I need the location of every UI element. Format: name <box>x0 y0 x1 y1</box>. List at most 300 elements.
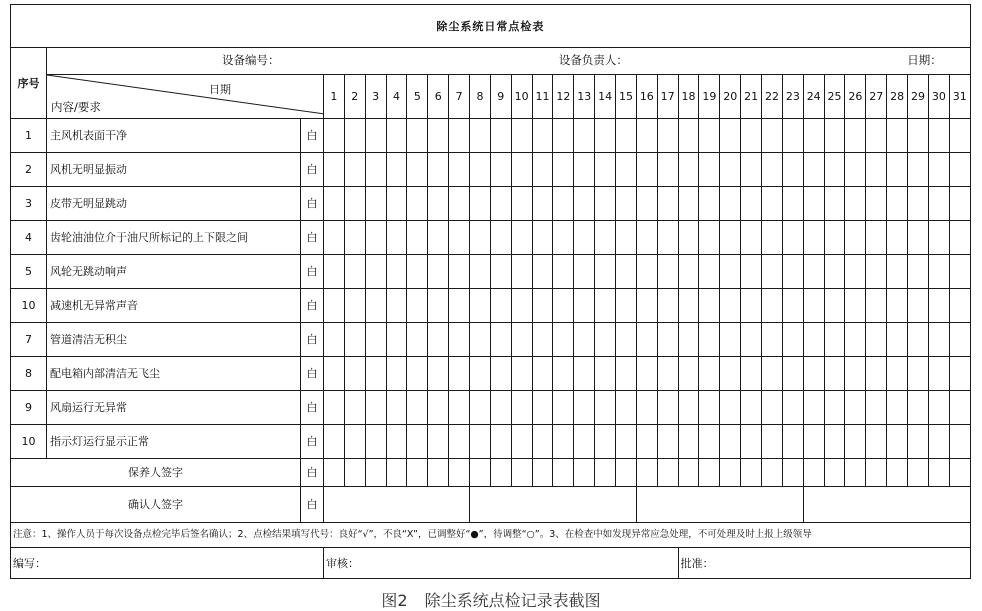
check-cell[interactable] <box>908 119 929 153</box>
signature-cell[interactable] <box>470 459 491 487</box>
check-cell[interactable] <box>386 255 407 289</box>
check-cell[interactable] <box>324 119 345 153</box>
signature-cell[interactable] <box>720 459 741 487</box>
check-cell[interactable] <box>699 221 720 255</box>
check-cell[interactable] <box>782 221 803 255</box>
check-cell[interactable] <box>407 323 428 357</box>
check-cell[interactable] <box>616 357 637 391</box>
check-cell[interactable] <box>824 289 845 323</box>
check-cell[interactable] <box>490 221 511 255</box>
check-cell[interactable] <box>553 119 574 153</box>
check-cell[interactable] <box>741 119 762 153</box>
check-cell[interactable] <box>616 391 637 425</box>
check-cell[interactable] <box>762 323 783 357</box>
check-cell[interactable] <box>741 255 762 289</box>
check-cell[interactable] <box>574 289 595 323</box>
check-cell[interactable] <box>344 391 365 425</box>
check-cell[interactable] <box>866 119 887 153</box>
check-cell[interactable] <box>928 221 949 255</box>
check-cell[interactable] <box>928 391 949 425</box>
check-cell[interactable] <box>428 221 449 255</box>
date-field[interactable]: 日期： <box>907 53 942 68</box>
check-cell[interactable] <box>532 391 553 425</box>
check-cell[interactable] <box>365 153 386 187</box>
check-cell[interactable] <box>866 289 887 323</box>
check-cell[interactable] <box>949 221 970 255</box>
signature-cell[interactable] <box>928 459 949 487</box>
check-cell[interactable] <box>344 119 365 153</box>
check-cell[interactable] <box>887 391 908 425</box>
check-cell[interactable] <box>595 255 616 289</box>
signature-cell[interactable] <box>949 459 970 487</box>
check-cell[interactable] <box>574 391 595 425</box>
check-cell[interactable] <box>490 153 511 187</box>
check-cell[interactable] <box>699 323 720 357</box>
check-cell[interactable] <box>720 119 741 153</box>
check-cell[interactable] <box>720 323 741 357</box>
check-cell[interactable] <box>762 187 783 221</box>
check-cell[interactable] <box>344 425 365 459</box>
check-cell[interactable] <box>803 323 824 357</box>
check-cell[interactable] <box>386 357 407 391</box>
check-cell[interactable] <box>344 221 365 255</box>
signature-cell[interactable] <box>574 459 595 487</box>
signature-cell[interactable] <box>344 459 365 487</box>
check-cell[interactable] <box>908 187 929 221</box>
check-cell[interactable] <box>574 425 595 459</box>
check-cell[interactable] <box>616 289 637 323</box>
check-cell[interactable] <box>636 119 657 153</box>
check-cell[interactable] <box>949 357 970 391</box>
check-cell[interactable] <box>803 221 824 255</box>
check-cell[interactable] <box>490 323 511 357</box>
signature-cell[interactable] <box>532 459 553 487</box>
check-cell[interactable] <box>824 323 845 357</box>
check-cell[interactable] <box>720 289 741 323</box>
check-cell[interactable] <box>699 391 720 425</box>
check-cell[interactable] <box>365 255 386 289</box>
check-cell[interactable] <box>574 255 595 289</box>
check-cell[interactable] <box>365 221 386 255</box>
check-cell[interactable] <box>782 187 803 221</box>
check-cell[interactable] <box>782 425 803 459</box>
check-cell[interactable] <box>553 221 574 255</box>
check-cell[interactable] <box>678 391 699 425</box>
check-cell[interactable] <box>490 289 511 323</box>
check-cell[interactable] <box>365 425 386 459</box>
check-cell[interactable] <box>532 221 553 255</box>
check-cell[interactable] <box>616 221 637 255</box>
check-cell[interactable] <box>699 255 720 289</box>
signature-cell[interactable] <box>490 459 511 487</box>
check-cell[interactable] <box>553 255 574 289</box>
check-cell[interactable] <box>741 323 762 357</box>
check-cell[interactable] <box>720 153 741 187</box>
check-cell[interactable] <box>782 289 803 323</box>
check-cell[interactable] <box>928 119 949 153</box>
weekly-signature-cell[interactable] <box>470 487 637 523</box>
check-cell[interactable] <box>595 187 616 221</box>
check-cell[interactable] <box>490 255 511 289</box>
check-cell[interactable] <box>824 425 845 459</box>
check-cell[interactable] <box>782 323 803 357</box>
check-cell[interactable] <box>908 357 929 391</box>
check-cell[interactable] <box>428 357 449 391</box>
check-cell[interactable] <box>678 153 699 187</box>
check-cell[interactable] <box>470 119 491 153</box>
weekly-signature-cell[interactable] <box>636 487 803 523</box>
check-cell[interactable] <box>449 119 470 153</box>
check-cell[interactable] <box>574 119 595 153</box>
check-cell[interactable] <box>449 425 470 459</box>
check-cell[interactable] <box>928 425 949 459</box>
signature-cell[interactable] <box>803 459 824 487</box>
check-cell[interactable] <box>803 357 824 391</box>
check-cell[interactable] <box>845 255 866 289</box>
check-cell[interactable] <box>386 391 407 425</box>
check-cell[interactable] <box>887 425 908 459</box>
signature-cell[interactable] <box>616 459 637 487</box>
check-cell[interactable] <box>699 289 720 323</box>
check-cell[interactable] <box>553 357 574 391</box>
check-cell[interactable] <box>803 153 824 187</box>
signature-cell[interactable] <box>407 459 428 487</box>
signature-cell[interactable] <box>678 459 699 487</box>
check-cell[interactable] <box>782 153 803 187</box>
check-cell[interactable] <box>490 425 511 459</box>
check-cell[interactable] <box>824 391 845 425</box>
check-cell[interactable] <box>511 255 532 289</box>
check-cell[interactable] <box>407 153 428 187</box>
check-cell[interactable] <box>803 255 824 289</box>
signature-cell[interactable] <box>741 459 762 487</box>
check-cell[interactable] <box>574 187 595 221</box>
check-cell[interactable] <box>887 289 908 323</box>
check-cell[interactable] <box>574 153 595 187</box>
check-cell[interactable] <box>636 221 657 255</box>
check-cell[interactable] <box>762 391 783 425</box>
check-cell[interactable] <box>616 425 637 459</box>
check-cell[interactable] <box>636 153 657 187</box>
check-cell[interactable] <box>824 357 845 391</box>
check-cell[interactable] <box>845 357 866 391</box>
check-cell[interactable] <box>470 425 491 459</box>
check-cell[interactable] <box>678 221 699 255</box>
check-cell[interactable] <box>490 357 511 391</box>
check-cell[interactable] <box>386 289 407 323</box>
check-cell[interactable] <box>720 391 741 425</box>
check-cell[interactable] <box>887 119 908 153</box>
check-cell[interactable] <box>490 391 511 425</box>
check-cell[interactable] <box>720 221 741 255</box>
check-cell[interactable] <box>324 357 345 391</box>
check-cell[interactable] <box>762 289 783 323</box>
check-cell[interactable] <box>762 221 783 255</box>
check-cell[interactable] <box>365 357 386 391</box>
signature-cell[interactable] <box>365 459 386 487</box>
check-cell[interactable] <box>928 289 949 323</box>
owner-field[interactable]: 设备负责人： <box>558 53 628 68</box>
check-cell[interactable] <box>762 255 783 289</box>
check-cell[interactable] <box>803 119 824 153</box>
check-cell[interactable] <box>344 255 365 289</box>
check-cell[interactable] <box>365 289 386 323</box>
check-cell[interactable] <box>657 357 678 391</box>
check-cell[interactable] <box>741 391 762 425</box>
signature-cell[interactable] <box>324 459 345 487</box>
check-cell[interactable] <box>887 153 908 187</box>
check-cell[interactable] <box>470 255 491 289</box>
check-cell[interactable] <box>553 187 574 221</box>
check-cell[interactable] <box>511 391 532 425</box>
check-cell[interactable] <box>803 425 824 459</box>
check-cell[interactable] <box>449 323 470 357</box>
check-cell[interactable] <box>428 323 449 357</box>
check-cell[interactable] <box>928 357 949 391</box>
check-cell[interactable] <box>365 323 386 357</box>
check-cell[interactable] <box>824 221 845 255</box>
check-cell[interactable] <box>908 255 929 289</box>
check-cell[interactable] <box>636 425 657 459</box>
check-cell[interactable] <box>887 187 908 221</box>
check-cell[interactable] <box>845 425 866 459</box>
check-cell[interactable] <box>574 357 595 391</box>
check-cell[interactable] <box>803 187 824 221</box>
check-cell[interactable] <box>741 425 762 459</box>
prepared-by-field[interactable]: 编写： <box>11 548 324 579</box>
signature-cell[interactable] <box>553 459 574 487</box>
check-cell[interactable] <box>678 357 699 391</box>
check-cell[interactable] <box>616 153 637 187</box>
check-cell[interactable] <box>616 119 637 153</box>
check-cell[interactable] <box>678 187 699 221</box>
check-cell[interactable] <box>949 425 970 459</box>
signature-cell[interactable] <box>636 459 657 487</box>
check-cell[interactable] <box>511 119 532 153</box>
check-cell[interactable] <box>595 153 616 187</box>
signature-cell[interactable] <box>699 459 720 487</box>
check-cell[interactable] <box>928 323 949 357</box>
check-cell[interactable] <box>407 289 428 323</box>
check-cell[interactable] <box>720 187 741 221</box>
check-cell[interactable] <box>845 391 866 425</box>
check-cell[interactable] <box>344 357 365 391</box>
check-cell[interactable] <box>511 289 532 323</box>
check-cell[interactable] <box>553 391 574 425</box>
check-cell[interactable] <box>595 425 616 459</box>
check-cell[interactable] <box>428 289 449 323</box>
signature-cell[interactable] <box>386 459 407 487</box>
signature-cell[interactable] <box>657 459 678 487</box>
check-cell[interactable] <box>616 323 637 357</box>
check-cell[interactable] <box>636 323 657 357</box>
check-cell[interactable] <box>470 391 491 425</box>
check-cell[interactable] <box>908 391 929 425</box>
check-cell[interactable] <box>428 255 449 289</box>
check-cell[interactable] <box>574 221 595 255</box>
signature-cell[interactable] <box>782 459 803 487</box>
check-cell[interactable] <box>699 187 720 221</box>
check-cell[interactable] <box>449 255 470 289</box>
check-cell[interactable] <box>532 323 553 357</box>
check-cell[interactable] <box>407 119 428 153</box>
check-cell[interactable] <box>344 153 365 187</box>
check-cell[interactable] <box>365 187 386 221</box>
check-cell[interactable] <box>908 289 929 323</box>
check-cell[interactable] <box>407 187 428 221</box>
check-cell[interactable] <box>866 221 887 255</box>
signature-cell[interactable] <box>887 459 908 487</box>
check-cell[interactable] <box>824 153 845 187</box>
check-cell[interactable] <box>595 119 616 153</box>
check-cell[interactable] <box>428 153 449 187</box>
check-cell[interactable] <box>386 187 407 221</box>
check-cell[interactable] <box>845 187 866 221</box>
check-cell[interactable] <box>532 119 553 153</box>
check-cell[interactable] <box>845 323 866 357</box>
check-cell[interactable] <box>324 391 345 425</box>
check-cell[interactable] <box>741 289 762 323</box>
check-cell[interactable] <box>762 153 783 187</box>
signature-cell[interactable] <box>866 459 887 487</box>
check-cell[interactable] <box>678 323 699 357</box>
approved-by-field[interactable]: 批准： <box>678 548 970 579</box>
check-cell[interactable] <box>636 255 657 289</box>
check-cell[interactable] <box>532 255 553 289</box>
check-cell[interactable] <box>678 289 699 323</box>
check-cell[interactable] <box>657 221 678 255</box>
check-cell[interactable] <box>866 187 887 221</box>
check-cell[interactable] <box>407 357 428 391</box>
check-cell[interactable] <box>866 391 887 425</box>
check-cell[interactable] <box>803 391 824 425</box>
check-cell[interactable] <box>908 323 929 357</box>
check-cell[interactable] <box>490 119 511 153</box>
check-cell[interactable] <box>470 323 491 357</box>
check-cell[interactable] <box>553 289 574 323</box>
check-cell[interactable] <box>949 153 970 187</box>
check-cell[interactable] <box>887 221 908 255</box>
signature-cell[interactable] <box>595 459 616 487</box>
check-cell[interactable] <box>595 221 616 255</box>
check-cell[interactable] <box>511 357 532 391</box>
check-cell[interactable] <box>449 153 470 187</box>
check-cell[interactable] <box>866 323 887 357</box>
check-cell[interactable] <box>428 391 449 425</box>
check-cell[interactable] <box>908 153 929 187</box>
check-cell[interactable] <box>324 289 345 323</box>
check-cell[interactable] <box>324 425 345 459</box>
check-cell[interactable] <box>365 391 386 425</box>
check-cell[interactable] <box>845 119 866 153</box>
check-cell[interactable] <box>511 187 532 221</box>
check-cell[interactable] <box>344 187 365 221</box>
check-cell[interactable] <box>386 323 407 357</box>
check-cell[interactable] <box>762 357 783 391</box>
check-cell[interactable] <box>949 323 970 357</box>
check-cell[interactable] <box>428 187 449 221</box>
check-cell[interactable] <box>845 289 866 323</box>
check-cell[interactable] <box>782 391 803 425</box>
check-cell[interactable] <box>657 153 678 187</box>
check-cell[interactable] <box>490 187 511 221</box>
check-cell[interactable] <box>845 221 866 255</box>
check-cell[interactable] <box>782 255 803 289</box>
check-cell[interactable] <box>407 221 428 255</box>
check-cell[interactable] <box>949 289 970 323</box>
check-cell[interactable] <box>699 119 720 153</box>
check-cell[interactable] <box>407 255 428 289</box>
check-cell[interactable] <box>449 187 470 221</box>
check-cell[interactable] <box>636 357 657 391</box>
check-cell[interactable] <box>762 119 783 153</box>
check-cell[interactable] <box>657 187 678 221</box>
check-cell[interactable] <box>720 357 741 391</box>
check-cell[interactable] <box>553 323 574 357</box>
check-cell[interactable] <box>741 153 762 187</box>
check-cell[interactable] <box>741 357 762 391</box>
weekly-signature-cell[interactable] <box>803 487 970 523</box>
check-cell[interactable] <box>636 289 657 323</box>
check-cell[interactable] <box>657 425 678 459</box>
check-cell[interactable] <box>470 221 491 255</box>
signature-cell[interactable] <box>845 459 866 487</box>
check-cell[interactable] <box>449 391 470 425</box>
check-cell[interactable] <box>866 153 887 187</box>
check-cell[interactable] <box>553 425 574 459</box>
check-cell[interactable] <box>470 153 491 187</box>
check-cell[interactable] <box>908 221 929 255</box>
check-cell[interactable] <box>636 187 657 221</box>
check-cell[interactable] <box>678 119 699 153</box>
check-cell[interactable] <box>386 153 407 187</box>
check-cell[interactable] <box>616 255 637 289</box>
check-cell[interactable] <box>866 357 887 391</box>
check-cell[interactable] <box>449 357 470 391</box>
check-cell[interactable] <box>699 357 720 391</box>
check-cell[interactable] <box>949 119 970 153</box>
check-cell[interactable] <box>845 153 866 187</box>
check-cell[interactable] <box>803 289 824 323</box>
check-cell[interactable] <box>386 119 407 153</box>
check-cell[interactable] <box>470 187 491 221</box>
signature-cell[interactable] <box>824 459 845 487</box>
check-cell[interactable] <box>741 221 762 255</box>
check-cell[interactable] <box>428 425 449 459</box>
check-cell[interactable] <box>678 255 699 289</box>
check-cell[interactable] <box>324 255 345 289</box>
reviewed-by-field[interactable]: 审核： <box>324 548 679 579</box>
check-cell[interactable] <box>887 323 908 357</box>
check-cell[interactable] <box>386 221 407 255</box>
signature-cell[interactable] <box>428 459 449 487</box>
check-cell[interactable] <box>470 357 491 391</box>
check-cell[interactable] <box>824 255 845 289</box>
check-cell[interactable] <box>511 221 532 255</box>
check-cell[interactable] <box>407 425 428 459</box>
check-cell[interactable] <box>511 153 532 187</box>
device-no-field[interactable]: 设备编号： <box>222 53 280 68</box>
check-cell[interactable] <box>699 153 720 187</box>
check-cell[interactable] <box>595 391 616 425</box>
check-cell[interactable] <box>324 187 345 221</box>
check-cell[interactable] <box>511 323 532 357</box>
signature-cell[interactable] <box>449 459 470 487</box>
check-cell[interactable] <box>428 119 449 153</box>
check-cell[interactable] <box>532 187 553 221</box>
check-cell[interactable] <box>344 323 365 357</box>
check-cell[interactable] <box>365 119 386 153</box>
